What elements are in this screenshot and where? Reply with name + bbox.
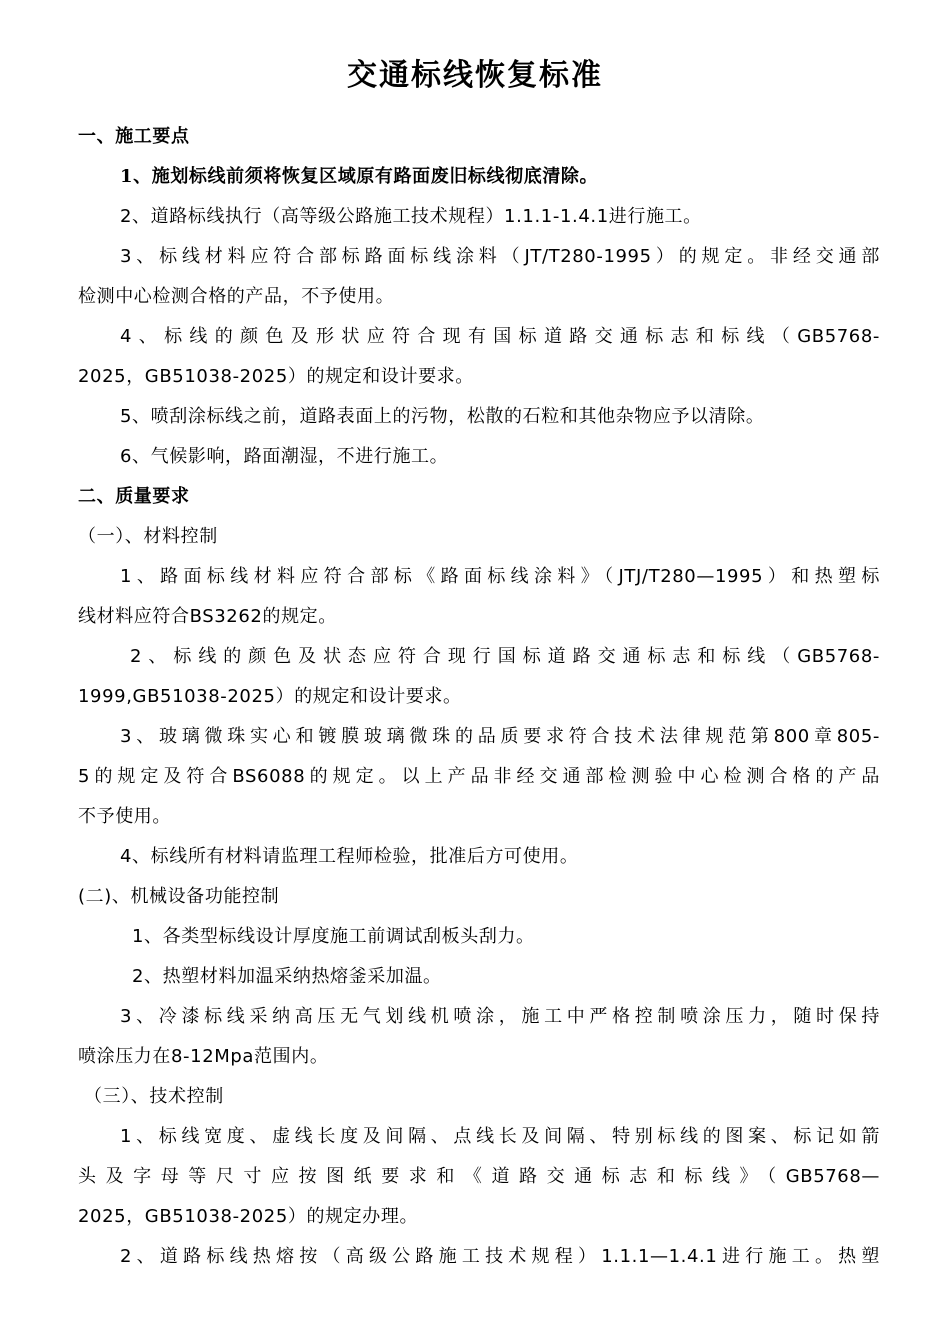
paragraph-s2-2-item3-line1: 3、冷漆标线采纳高压无气划线机喷涂，施工中严格控制喷涂压力，随时保持 bbox=[120, 1006, 880, 1027]
paragraph-s2-3-item1-line2: 头及字母等尺寸应按图纸要求和《道路交通标志和标线》（GB5768— bbox=[78, 1166, 880, 1187]
paragraph-s2-2-item3-line2: 喷涂压力在8-12Mpa范围内。 bbox=[78, 1046, 329, 1067]
paragraph-s2-2-item2: 2、热塑材料加温采纳热熔釜采加温。 bbox=[132, 966, 442, 987]
paragraph-s2-2-item1: 1、各类型标线设计厚度施工前调试刮板头刮力。 bbox=[132, 926, 535, 947]
paragraph-s2-1-item2-line2: 1999,GB51038-2025）的规定和设计要求。 bbox=[78, 686, 462, 707]
paragraph-s1-item6: 6、气候影响，路面潮湿，不进行施工。 bbox=[120, 446, 449, 467]
paragraph-s1-item3-line2: 检测中心检测合格的产品，不予使用。 bbox=[78, 286, 395, 307]
paragraph-s1-item1: 1、施划标线前须将恢复区域原有路面废旧标线彻底清除。 bbox=[120, 166, 599, 187]
paragraph-s1-item4-line2: 2025，GB51038-2025）的规定和设计要求。 bbox=[78, 366, 474, 387]
paragraph-s2-3-item2-line1: 2、道路标线热熔按（高级公路施工技术规程）1.1.1—1.4.1进行施工。热塑 bbox=[120, 1246, 880, 1267]
paragraph-s1-item2: 2、道路标线执行（高等级公路施工技术规程）1.1.1-1.4.1进行施工。 bbox=[120, 206, 702, 227]
paragraph-s2-1-item1-line1: 1、路面标线材料应符合部标《路面标线涂料》（JTJ/T280—1995）和热塑标 bbox=[120, 566, 880, 587]
paragraph-s2-3-item1-line1: 1、标线宽度、虚线长度及间隔、点线长及间隔、特别标线的图案、标记如箭 bbox=[120, 1126, 880, 1147]
paragraph-s2-1-item3-line1: 3、玻璃微珠实心和镀膜玻璃微珠的品质要求符合技术法律规范第800章805- bbox=[120, 726, 880, 747]
subsection-heading-material-control: （一）、材料控制 bbox=[78, 526, 218, 547]
paragraph-s1-item4-line1: 4、标线的颜色及形状应符合现有国标道路交通标志和标线（GB5768- bbox=[120, 326, 880, 347]
paragraph-s2-1-item3-line2: 5的规定及符合BS6088的规定。以上产品非经交通部检测验中心检测合格的产品 bbox=[78, 766, 880, 787]
paragraph-s2-3-item1-line3: 2025，GB51038-2025）的规定办理。 bbox=[78, 1206, 419, 1227]
document-title: 交通标线恢复标准 bbox=[347, 58, 603, 93]
paragraph-s2-1-item2-line1: 2、标线的颜色及状态应符合现行国标道路交通标志和标线（GB5768- bbox=[130, 646, 880, 667]
paragraph-s2-1-item3-line3: 不予使用。 bbox=[78, 806, 171, 827]
paragraph-s2-1-item4: 4、标线所有材料请监理工程师检验，批准后方可使用。 bbox=[120, 846, 579, 867]
subsection-heading-equipment-control: (二)、机械设备功能控制 bbox=[78, 886, 280, 907]
paragraph-s1-item3-line1: 3、标线材料应符合部标路面标线涂料（JT/T280-1995）的规定。非经交通部 bbox=[120, 246, 880, 267]
subsection-heading-technical-control: （三）、技术控制 bbox=[84, 1086, 224, 1107]
section-heading-quality-requirements: 二、质量要求 bbox=[78, 486, 190, 507]
paragraph-s1-item5: 5、喷刮涂标线之前，道路表面上的污物，松散的石粒和其他杂物应予以清除。 bbox=[120, 406, 765, 427]
section-heading-construction-points: 一、施工要点 bbox=[78, 126, 190, 147]
paragraph-s2-1-item1-line2: 线材料应符合BS3262的规定。 bbox=[78, 606, 337, 627]
